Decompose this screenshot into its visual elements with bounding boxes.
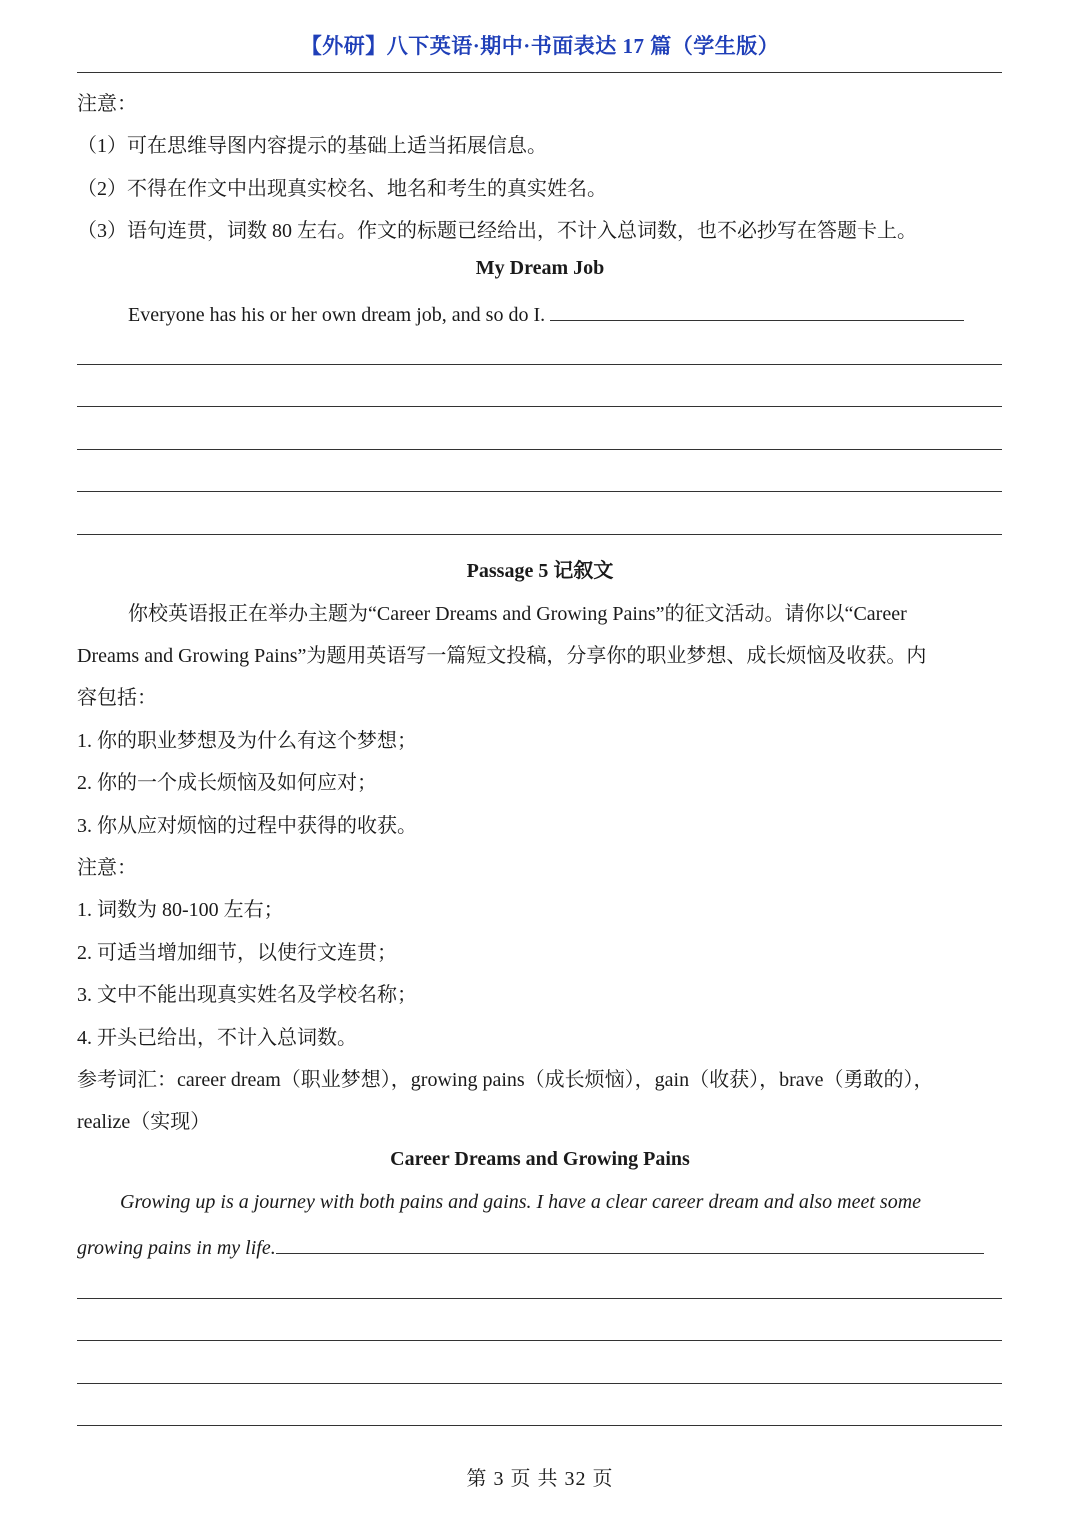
essay-opening-line: Growing up is a journey with both pains and gains. I have a clear career dream and also meet some [120,1191,922,1213]
vocab-list: career dream（职业梦想），growing pains（成长烦恼），gain（收获），brave（勇敢的）， [177,1069,934,1091]
essay-opening-text: growing pains in my life. [77,1237,276,1259]
content-point: 2. 你的一个成长烦恼及如何应对； [77,772,377,794]
note-item: （1）可在思维导图内容提示的基础上适当拓展信息。 [77,135,547,157]
essay-opening-line [77,1233,984,1260]
writing-line[interactable] [77,534,1002,535]
header-divider [77,72,1002,73]
vocab-line [77,1063,934,1092]
passage-heading: Passage 5 记叙文 [466,560,614,582]
writing-line[interactable] [77,449,1002,450]
writing-line[interactable] [77,1340,1002,1341]
writing-line[interactable] [77,491,1002,492]
notes-heading: 注意： [77,93,137,115]
passage-intro-line: Dreams and Growing Pains”为题用英语写一篇短文投稿，分享你的职业梦想、成长烦恼及收获。内 [77,645,927,667]
note-item: （2）不得在作文中出现真实校名、地名和考生的真实姓名。 [77,178,607,200]
note-item: 4. 开头已给出，不计入总词数。 [77,1027,357,1049]
note-item: 1. 词数为 80-100 左右； [77,899,284,921]
content-point: 3. 你从应对烦恼的过程中获得的收获。 [77,815,417,837]
writing-line[interactable] [77,364,1002,365]
page-number: 第 3 页 共 32 页 [466,1468,614,1490]
passage-intro-line: 容包括： [77,687,157,709]
page-header-title: 【外研】八下英语·期中·书面表达 17 篇（学生版） [300,34,780,58]
essay-opening-text: Everyone has his or her own dream job, and so do I. [128,304,546,326]
writing-line[interactable] [77,406,1002,407]
essay-title: Career Dreams and Growing Pains [390,1148,690,1170]
vocab-line: realize（实现） [77,1111,211,1133]
writing-line[interactable] [77,1298,1002,1299]
note-item: （3）语句连贯，词数 80 左右。作文的标题已经给出，不计入总词数，也不必抄写在答题卡上。 [77,220,917,242]
vocab-label: 参考词汇： [77,1069,177,1091]
note-item: 3. 文中不能出现真实姓名及学校名称； [77,984,417,1006]
essay-opening-line [128,300,964,327]
passage-intro-line: 你校英语报正在举办主题为“Career Dreams and Growing Pains”的征文活动。请你以“Career [128,603,907,625]
writing-blank[interactable] [276,1233,984,1254]
essay-title: My Dream Job [475,257,605,279]
content-point: 1. 你的职业梦想及为什么有这个梦想； [77,730,417,752]
notes-heading: 注意： [77,857,137,879]
note-item: 2. 可适当增加细节，以使行文连贯； [77,942,397,964]
writing-line[interactable] [77,1425,1002,1426]
writing-blank[interactable] [550,300,964,321]
writing-line[interactable] [77,1383,1002,1384]
